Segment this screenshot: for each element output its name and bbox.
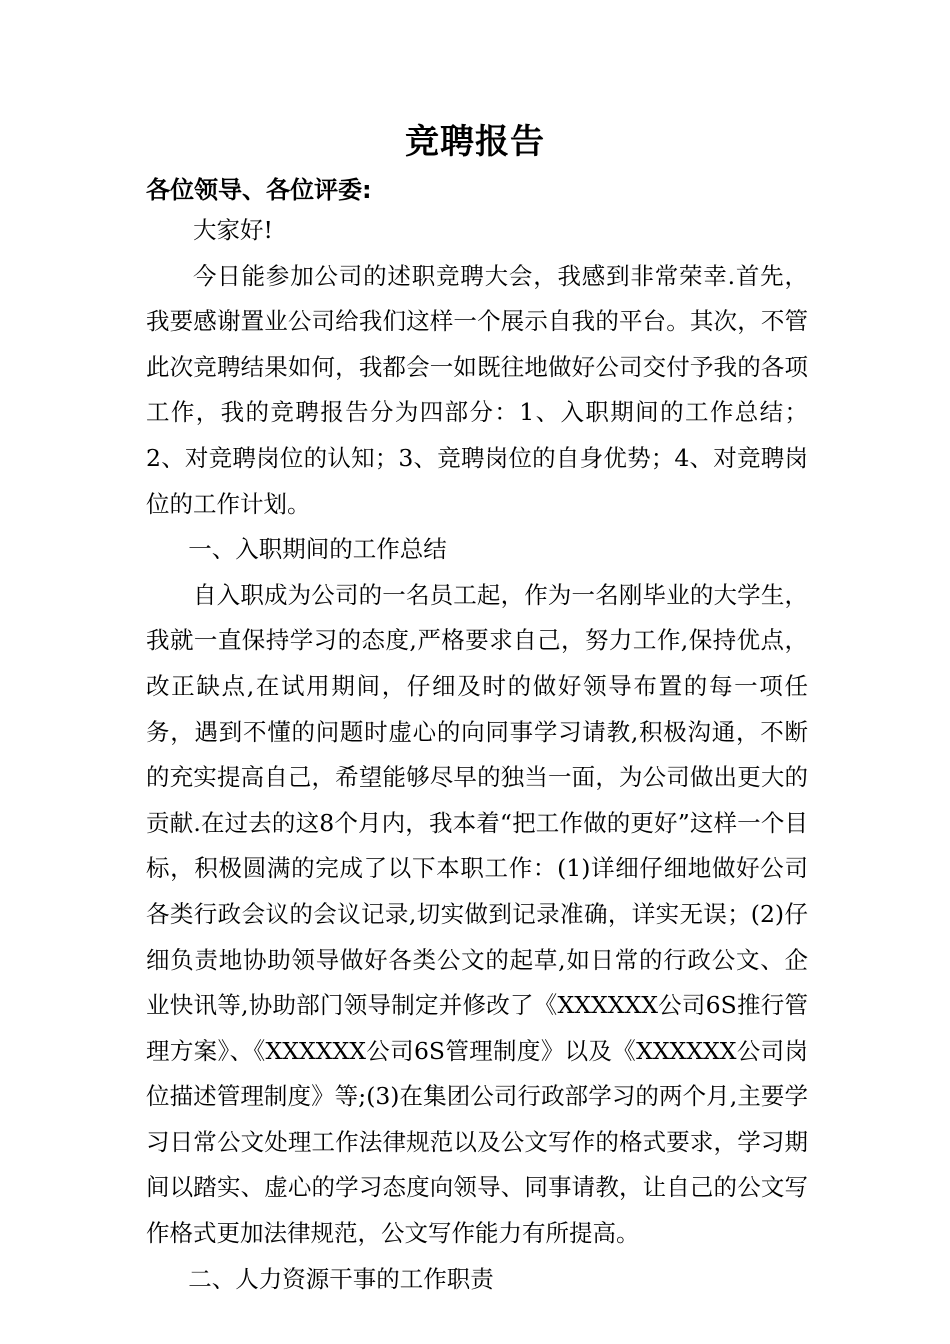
section-heading-1: 一、入职期间的工作总结 (188, 535, 447, 564)
greeting-paragraph: 大家好! (193, 216, 273, 244)
section-heading-2: 二、人力资源干事的工作职责 (188, 1264, 494, 1293)
salutation: 各位领导、各位评委: (146, 176, 372, 204)
intro-paragraph: 今日能参加公司的述职竞聘大会，我感到非常荣幸.首先，我要感谢置业公司给我们这样一个展示自我的平台。其次，不管此次竞聘结果如何，我都会一如既往地做好公司交付予我的各项工作，我的竞聘报告分为四部分：1、入职期间的工作总结；2、对竞聘岗位的认知；3、竞聘岗位的自身优势；4、对竞聘岗位的工作计划。 (146, 261, 808, 518)
document-body (146, 208, 808, 1302)
document-title: 竞聘报告 (405, 122, 545, 162)
work-summary-paragraph: 自入职成为公司的一名员工起，作为一名刚毕业的大学生，我就一直保持学习的态度,严格要求自己，努力工作,保持优点，改正缺点,在试用期间，仔细及时的做好领导布置的每一项任务，遇到不懂的问题时虚心的向同事学习请教,积极沟通，不断的充实提高自己，希望能够尽早的独当一面，为公司做出更大的贡献.在过去的这8个月内，我本着“把工作做的更好”这样一个目标，积极圆满的完成了以下本职工作：(1)详细仔细地做好公司各类行政会议的会议记录,切实做到记录准确，详实无误；(2)仔细负责地协助领导做好各类公文的起草,如日常的行政公文、企业快讯等,协助部门领导制定并修改了《XXXXXX公司6S推行管理方案》、《XXXXXX公司6S管理制度》以及《XXXXXX公司岗位描述管理制度》等;(3)在集团公司行政部学习的两个月,主要学习日常公文处理工作法律规范以及公文写作的格式要求，学习期间以踏实、虚心的学习态度向领导、同事请教，让自己的公文写作格式更加法律规范，公文写作能力有所提高。 (146, 580, 808, 1248)
